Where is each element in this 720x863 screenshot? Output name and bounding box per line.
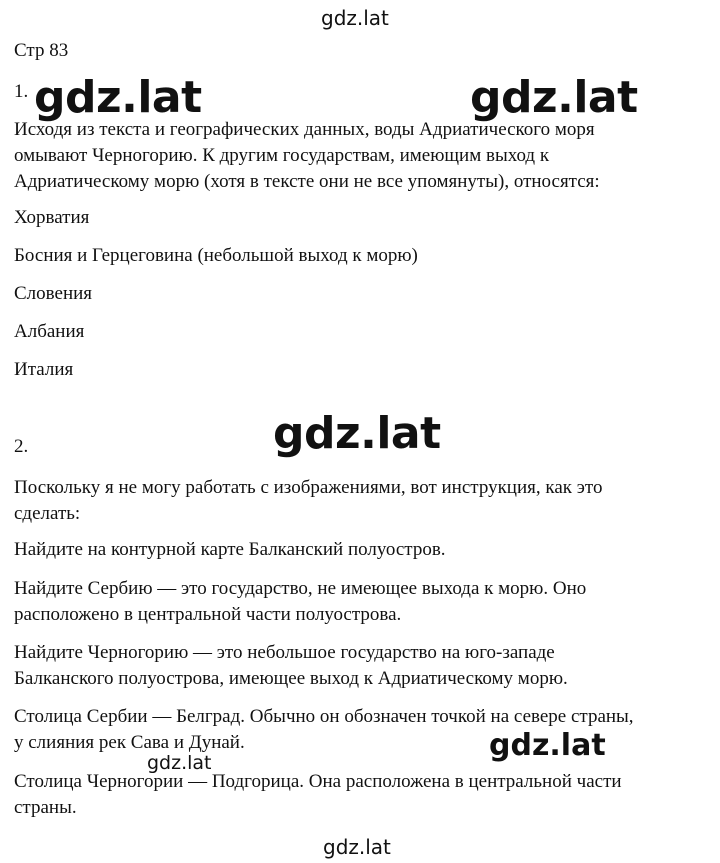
task2-paragraph-line: расположено в центральной части полуострова. <box>14 604 402 625</box>
watermark-top: gdz.lat <box>321 6 389 30</box>
task1-intro-line: омывают Черногорию. К другим государствам, имеющим выход к <box>14 145 550 166</box>
task2-paragraph-line: Найдите на контурной карте Балканский полуостров. <box>14 539 446 560</box>
task2-paragraph-line: Найдите Сербию — это государство, не имеющее выхода к морю. Оно <box>14 578 587 599</box>
task2-number: 2. <box>14 436 29 457</box>
task2-paragraph-line: сделать: <box>14 503 81 524</box>
country-item: Босния и Герцеговина (небольшой выход к морю) <box>14 245 418 266</box>
task1-intro-line: Исходя из текста и географических данных, воды Адриатического моря <box>14 119 595 140</box>
watermark-left: gdz.lat <box>34 72 202 123</box>
task2-paragraph-line: у слияния рек Сава и Дунай. <box>14 732 245 753</box>
watermark-center: gdz.lat <box>273 408 441 459</box>
task2-paragraph-line: Балканского полуострова, имеющее выход к Адриатическому морю. <box>14 668 568 689</box>
task1-number: 1. <box>14 81 29 102</box>
country-item: Албания <box>14 321 85 342</box>
country-item: Словения <box>14 283 93 304</box>
watermark-lower-left: gdz.lat <box>147 752 212 774</box>
page-label: Стр 83 <box>14 40 69 61</box>
task2-paragraph-line: Поскольку я не могу работать с изображениями, вот инструкция, как это <box>14 477 603 498</box>
watermark-bottom: gdz.lat <box>323 835 391 859</box>
task1-intro-line: Адриатическому морю (хотя в тексте они не все упомянуты), относятся: <box>14 171 600 192</box>
task2-paragraph-line: Найдите Черногорию — это небольшое государство на юго-западе <box>14 642 555 663</box>
task2-paragraph-line: страны. <box>14 797 77 818</box>
task2-paragraph-line: Столица Сербии — Белград. Обычно он обозначен точкой на севере страны, <box>14 706 634 727</box>
country-item: Италия <box>14 359 74 380</box>
watermark-lower-right: gdz.lat <box>489 728 606 763</box>
task2-paragraph-line: Столица Черногории — Подгорица. Она расположена в центральной части <box>14 771 622 792</box>
watermark-right: gdz.lat <box>470 72 638 123</box>
country-item: Хорватия <box>14 207 90 228</box>
